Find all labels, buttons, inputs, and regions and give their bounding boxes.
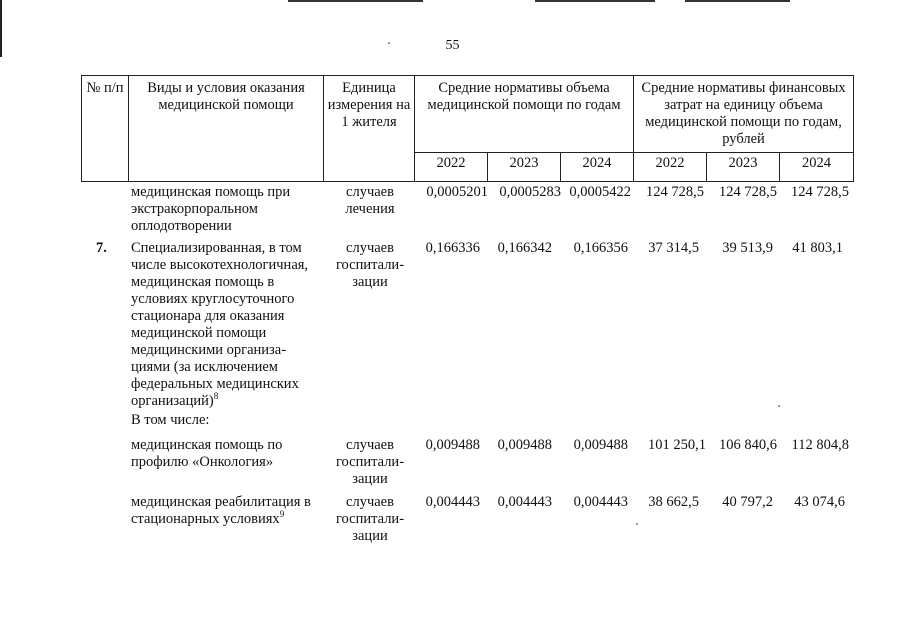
row-value: 0,166336 [425,240,480,256]
row-value: 39 513,9 [722,240,773,256]
row-unit-line: случаев [346,494,394,510]
row-value: 40 797,2 [722,494,773,510]
row-kind-line: оплодотворении [131,218,232,234]
row-unit-line: случаев [346,437,394,453]
row-value: 0,166356 [573,240,628,256]
footnote-marker: 8 [213,391,219,402]
row-unit-line: зации [352,528,388,544]
row-unit-line: госпитали- [335,257,405,273]
row-value: 38 662,5 [648,494,699,510]
row-value: 124 728,5 [719,184,777,200]
row-kind-line: Специализированная, в том [131,240,302,256]
header-unit: Единица измерения на 1 жителя [324,76,415,182]
row-number: 7. [96,240,107,256]
row-value: 37 314,5 [648,240,699,256]
row-kind-line: В том числе: [131,412,210,428]
row-value: 0,0005283 [499,184,561,200]
row-value: 0,0005201 [426,184,488,200]
row-kind-line: стационара для оказания [131,308,285,324]
row-kind-line: профилю «Онкология» [131,454,274,470]
header-year: 2022 [634,153,707,182]
row-unit-line: зации [352,471,388,487]
header-year: 2024 [780,153,854,182]
row-kind-last-line [131,511,284,528]
scan-edge-top [535,0,655,2]
row-value: 0,009488 [425,437,480,453]
row-value: 124 728,5 [646,184,704,200]
row-kind-line: экстракорпоральном [131,201,258,217]
row-kind-line: медицинская помощь в [131,274,275,290]
row-value: 112 804,8 [791,437,849,453]
row-kind-line: организаций) [131,393,214,409]
row-kind-line: стационарных условиях [131,511,280,527]
row-value: 106 840,6 [719,437,777,453]
row-value: 0,0005422 [569,184,631,200]
row-value: 0,004443 [573,494,628,510]
row-unit-line: госпитали- [335,454,405,470]
header-year: 2023 [707,153,780,182]
row-value: 0,009488 [573,437,628,453]
row-value: 41 803,1 [792,240,843,256]
header-year: 2023 [488,153,561,182]
header-finance: Средние нормативы финансовых затрат на единицу объема медицинской помощи по годам, рублей [634,76,854,153]
row-unit-line: госпитали- [335,511,405,527]
scan-speck [636,523,638,525]
header-kind: Виды и условия оказания медицинской помощи [129,76,324,182]
header-volume: Средние нормативы объема медицинской помощи по годам [415,76,634,153]
row-unit-line: зации [352,274,388,290]
row-unit-line: случаев [346,184,394,200]
row-unit-line: лечения [345,201,395,217]
row-value: 0,004443 [497,494,552,510]
header-num: № п/п [82,76,129,182]
header-year: 2024 [561,153,634,182]
row-value: 0,166342 [497,240,552,256]
scan-edge-top [685,0,790,2]
row-kind-line: медицинская реабилитация в [131,494,311,510]
row-kind-line: условиях круглосуточного [131,291,295,307]
row-unit-line: случаев [346,240,394,256]
row-value: 124 728,5 [791,184,849,200]
row-kind-line: циями (за исключением [131,359,278,375]
row-kind-line: медицинская помощь при [131,184,291,200]
row-value: 0,009488 [497,437,552,453]
row-kind-line: медицинскими организа- [131,342,287,358]
row-value: 43 074,6 [794,494,845,510]
row-kind-line: федеральных медицинских [131,376,299,392]
scan-speck [778,405,780,407]
scan-edge-top [288,0,423,2]
row-value: 101 250,1 [648,437,706,453]
row-kind-line: числе высокотехнологичная, [131,257,309,273]
row-kind-last-line [131,393,218,410]
header-year: 2022 [415,153,488,182]
row-kind-line: медицинской помощи [131,325,267,341]
footnote-marker: 9 [279,509,285,520]
table-header [81,75,854,182]
row-value: 0,004443 [425,494,480,510]
page-number: 55 [445,38,460,53]
row-kind-line: медицинская помощь по [131,437,283,453]
